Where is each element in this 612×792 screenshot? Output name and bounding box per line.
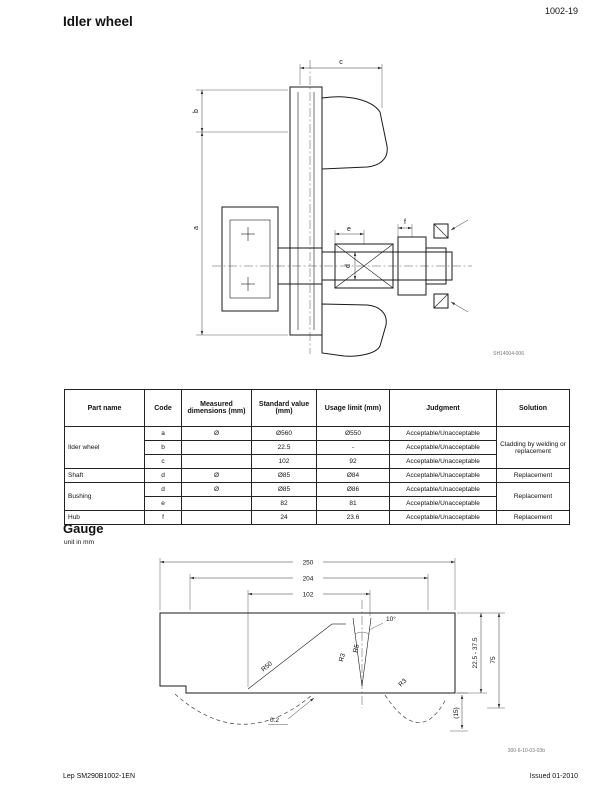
cell-code: c bbox=[145, 455, 182, 469]
dim-102-label: 102 bbox=[302, 591, 314, 599]
gauge-drawing-ref: 300-6-10-03-03b bbox=[507, 748, 545, 754]
measurement-table bbox=[64, 389, 570, 525]
cell-measured: Ø bbox=[182, 469, 252, 483]
cell-judgment: Acceptable/Unacceptable bbox=[390, 511, 497, 525]
cell-limit: 92 bbox=[317, 455, 390, 469]
dim-e-label: e bbox=[347, 226, 351, 233]
cell-judgment: Acceptable/Unacceptable bbox=[390, 455, 497, 469]
table-row bbox=[65, 483, 570, 497]
cell-limit: 23.6 bbox=[317, 511, 390, 525]
idler-drawing-ref: SH14004-006 bbox=[493, 351, 524, 357]
cell-measured: Ø bbox=[182, 483, 252, 497]
dim-d-label: d bbox=[345, 264, 352, 268]
dim-angle-label: 10° bbox=[386, 616, 396, 623]
gauge-body bbox=[160, 613, 455, 693]
footer-doc-code: Lep SM290B1002-1EN bbox=[63, 773, 135, 780]
dim-250-label: 250 bbox=[302, 559, 314, 567]
cell-solution: Replacement bbox=[497, 511, 570, 525]
col-solution: Solution bbox=[497, 390, 570, 427]
dim-flatness-label: 0.2 bbox=[270, 717, 280, 724]
page-number: 1002-19 bbox=[544, 6, 578, 16]
footer-issued-date: Issued 01-2010 bbox=[529, 773, 578, 780]
wheel-phantom-outline bbox=[175, 694, 446, 724]
mounting-bracket bbox=[222, 207, 322, 311]
cell-part-name: Hub bbox=[65, 511, 145, 525]
cell-judgment: Acceptable/Unacceptable bbox=[390, 469, 497, 483]
cell-solution: Replacement bbox=[497, 469, 570, 483]
cell-code: b bbox=[145, 441, 182, 455]
cell-judgment: Acceptable/Unacceptable bbox=[390, 427, 497, 441]
dim-75-label: 75 bbox=[490, 656, 497, 664]
gauge-unit-note: unit in mm bbox=[64, 539, 94, 546]
dim-r50-label: R50 bbox=[260, 660, 274, 674]
cell-standard: Ø560 bbox=[252, 427, 317, 441]
dim-r3-left-label: R3 bbox=[338, 652, 348, 663]
col-code: Code bbox=[145, 390, 182, 427]
cell-standard: Ø85 bbox=[252, 483, 317, 497]
cell-limit: Ø84 bbox=[317, 469, 390, 483]
cell-measured bbox=[182, 455, 252, 469]
cell-part-name: Bushing bbox=[65, 483, 145, 511]
col-standard: Standard value (mm) bbox=[252, 390, 317, 427]
dim-depth-label: 22.5 - 37.5 bbox=[472, 637, 479, 669]
table-header-row bbox=[65, 390, 570, 427]
cell-measured bbox=[182, 441, 252, 455]
cell-limit: - bbox=[317, 441, 390, 455]
table-row bbox=[65, 511, 570, 525]
cell-code: a bbox=[145, 427, 182, 441]
dim-204-label: 204 bbox=[302, 575, 314, 583]
dim-r3-right-label: R3 bbox=[397, 677, 409, 689]
col-measured: Measured dimensions (mm) bbox=[182, 390, 252, 427]
dim-b-label: b bbox=[193, 109, 200, 113]
cell-standard: 24 bbox=[252, 511, 317, 525]
cell-measured: Ø bbox=[182, 427, 252, 441]
dim-r5-label: R5 bbox=[352, 643, 362, 654]
col-part-name: Part name bbox=[65, 390, 145, 427]
dim-a-label: a bbox=[193, 226, 200, 230]
cell-limit: 81 bbox=[317, 497, 390, 511]
cell-standard: 22.5 bbox=[252, 441, 317, 455]
gauge-title: Gauge bbox=[63, 521, 104, 536]
table-row bbox=[65, 469, 570, 483]
cell-standard: Ø85 bbox=[252, 469, 317, 483]
dim-f-label: f bbox=[404, 219, 406, 226]
cell-code: e bbox=[145, 497, 182, 511]
col-usage-limit: Usage limit (mm) bbox=[317, 390, 390, 427]
dim-c-label: c bbox=[339, 59, 343, 66]
gauge-drawing bbox=[90, 548, 550, 758]
cell-measured bbox=[182, 511, 252, 525]
cell-judgment: Acceptable/Unacceptable bbox=[390, 441, 497, 455]
cell-limit: Ø86 bbox=[317, 483, 390, 497]
cell-code: d bbox=[145, 469, 182, 483]
cell-part-name: Ilder wheel bbox=[65, 427, 145, 469]
cell-judgment: Acceptable/Unacceptable bbox=[390, 497, 497, 511]
table-row bbox=[65, 427, 570, 441]
cell-solution: Cladding by welding or replacement bbox=[497, 427, 570, 469]
dim-15-label: (15) bbox=[453, 707, 460, 719]
cell-measured bbox=[182, 497, 252, 511]
idler-wheel-drawing bbox=[150, 52, 530, 362]
cell-part-name: Shaft bbox=[65, 469, 145, 483]
cell-standard: 82 bbox=[252, 497, 317, 511]
idler-dimensions bbox=[193, 59, 412, 335]
col-judgment: Judgment bbox=[390, 390, 497, 427]
cell-judgment: Acceptable/Unacceptable bbox=[390, 483, 497, 497]
cell-code: d bbox=[145, 483, 182, 497]
cell-limit: Ø550 bbox=[317, 427, 390, 441]
gauge-dimensions bbox=[160, 558, 505, 731]
cell-solution: Replacement bbox=[497, 483, 570, 511]
page-title: Idler wheel bbox=[63, 14, 133, 29]
cell-standard: 102 bbox=[252, 455, 317, 469]
cell-code: f bbox=[145, 511, 182, 525]
wheel-cross-section bbox=[290, 87, 387, 356]
